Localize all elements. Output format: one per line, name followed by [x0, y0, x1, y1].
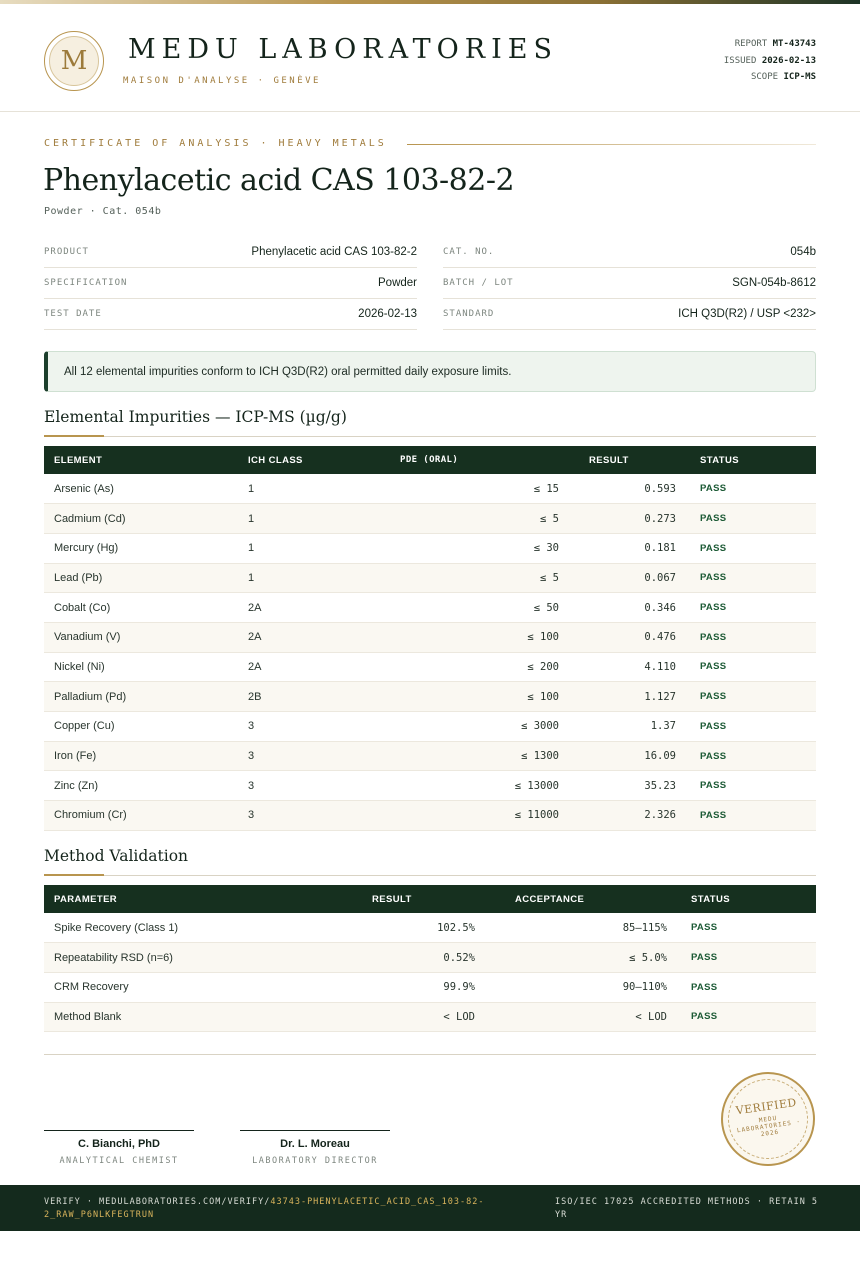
status-badge: PASS [690, 771, 816, 801]
product-info-right [443, 237, 816, 330]
element-cell: Lead (Pb) [44, 563, 238, 593]
result-cell: 102.5% [354, 913, 495, 943]
signature-director [240, 1130, 390, 1166]
acceptance-cell: < LOD [495, 1002, 681, 1032]
column-header: STATUS [691, 893, 730, 905]
element-cell: Copper (Cu) [44, 712, 238, 742]
ich-class-cell: 2A [238, 652, 368, 682]
info-row-batch [443, 268, 816, 299]
info-value: SGN-054b-8612 [732, 277, 816, 289]
eyebrow-divider [407, 144, 816, 145]
table-row [44, 563, 816, 593]
product-info-left [44, 237, 417, 330]
info-value: ICH Q3D(R2) / USP <232> [678, 308, 816, 320]
scope: SCOPE ICP-MS [750, 72, 816, 82]
ich-class-cell: 3 [238, 771, 368, 801]
element-cell: Arsenic (As) [44, 474, 238, 504]
signature-role: LABORATORY DIRECTOR [252, 1156, 378, 1166]
result-cell: 0.476 [569, 622, 690, 652]
result-cell: 16.09 [569, 741, 690, 771]
acceptance-cell: 90–110% [495, 972, 681, 1002]
impurities-section-title: Elemental Impurities — ICP-MS (µg/g) [44, 408, 347, 426]
column-header: PARAMETER [54, 893, 118, 905]
validation-table [44, 885, 816, 1032]
table-row [44, 913, 816, 943]
info-label: BATCH / LOT [443, 278, 514, 288]
element-cell: Mercury (Hg) [44, 533, 238, 563]
table-row [44, 652, 816, 682]
column-header: ACCEPTANCE [515, 893, 585, 905]
seal-subtext: MEDU LABORATORIES · 2026 [736, 1114, 802, 1139]
signature-role: ANALYTICAL CHEMIST [59, 1156, 179, 1166]
status-badge: PASS [690, 652, 816, 682]
parameter-cell: Repeatability RSD (n=6) [44, 943, 354, 973]
column-header: STATUS [700, 454, 739, 466]
info-row-standard [443, 299, 816, 330]
logo-monogram: M [49, 36, 99, 86]
element-cell: Nickel (Ni) [44, 652, 238, 682]
pde-cell: ≤ 15 [368, 474, 569, 504]
pde-cell: ≤ 200 [368, 652, 569, 682]
pde-cell: ≤ 30 [368, 533, 569, 563]
lab-logo [44, 31, 104, 91]
table-row [44, 741, 816, 771]
table-row [44, 943, 816, 973]
page-subtitle: Powder · Cat. 054b [44, 206, 162, 217]
info-row-product [44, 237, 417, 268]
element-cell: Chromium (Cr) [44, 801, 238, 831]
validation-section-title: Method Validation [44, 847, 189, 865]
report-number: REPORT MT-43743 [734, 39, 816, 49]
section-divider [44, 436, 816, 437]
table-row [44, 801, 816, 831]
certificate-eyebrow: CERTIFICATE OF ANALYSIS · HEAVY METALS [44, 138, 387, 149]
info-label: TEST DATE [44, 309, 102, 319]
info-label: CAT. NO. [443, 247, 495, 257]
parameter-cell: Method Blank [44, 1002, 354, 1032]
section-accent [44, 435, 104, 437]
ich-class-cell: 3 [238, 741, 368, 771]
page-title: Phenylacetic acid CAS 103-82-2 [43, 163, 515, 198]
table-row [44, 1002, 816, 1032]
page-header [0, 4, 860, 112]
status-badge: PASS [681, 1002, 816, 1032]
acceptance-cell: 85–115% [495, 913, 681, 943]
pde-cell: ≤ 3000 [368, 712, 569, 742]
pde-cell: ≤ 5 [368, 563, 569, 593]
column-header: RESULT [372, 893, 412, 905]
page-footer [0, 1185, 860, 1231]
verify-link[interactable]: 43743-PHENYLACETIC_ACID_CAS_103-82-2_RAW_P6NLKFEGTRUN [44, 1197, 485, 1220]
verify-line: VERIFY · MEDULABORATORIES.COM/VERIFY/43743-PHENYLACETIC_ACID_CAS_103-82-2_RAW_P6NLKFEGTRUN [44, 1197, 485, 1220]
ich-class-cell: 3 [238, 801, 368, 831]
table-header-row [44, 885, 816, 913]
result-cell: 1.127 [569, 682, 690, 712]
ich-class-cell: 2A [238, 593, 368, 623]
verified-seal [715, 1066, 821, 1172]
info-value: Powder [378, 277, 417, 289]
conformance-notice: All 12 elemental impurities conform to ICH Q3D(R2) oral permitted daily exposure limits. [44, 351, 816, 392]
result-cell: 0.181 [569, 533, 690, 563]
element-cell: Vanadium (V) [44, 622, 238, 652]
result-cell: 1.37 [569, 712, 690, 742]
ich-class-cell: 1 [238, 563, 368, 593]
table-row [44, 771, 816, 801]
table-row [44, 622, 816, 652]
pde-cell: ≤ 5 [368, 504, 569, 534]
ich-class-cell: 3 [238, 712, 368, 742]
acceptance-cell: ≤ 5.0% [495, 943, 681, 973]
signature-name: Dr. L. Moreau [280, 1138, 350, 1150]
result-cell: 0.067 [569, 563, 690, 593]
status-badge: PASS [681, 913, 816, 943]
column-header: PDE (ORAL) [400, 455, 459, 465]
table-row [44, 504, 816, 534]
element-cell: Iron (Fe) [44, 741, 238, 771]
report-meta [724, 36, 816, 86]
info-value: Phenylacetic acid CAS 103-82-2 [251, 246, 417, 258]
ich-class-cell: 1 [238, 474, 368, 504]
info-label: SPECIFICATION [44, 278, 128, 288]
seal-text: VERIFIED [734, 1095, 798, 1118]
accreditation-note: ISO/IEC 17025 ACCREDITED METHODS · RETAIN 5 YR [555, 1197, 819, 1220]
result-cell: 0.273 [569, 504, 690, 534]
column-header: ELEMENT [54, 454, 103, 466]
status-badge: PASS [690, 622, 816, 652]
ich-class-cell: 1 [238, 533, 368, 563]
result-cell: 4.110 [569, 652, 690, 682]
element-cell: Cadmium (Cd) [44, 504, 238, 534]
lab-subtitle: MAISON D'ANALYSE · GENÈVE [123, 76, 321, 86]
status-badge: PASS [690, 563, 816, 593]
table-row [44, 593, 816, 623]
pde-cell: ≤ 100 [368, 682, 569, 712]
status-badge: PASS [690, 712, 816, 742]
info-value: 054b [790, 246, 816, 258]
section-accent [44, 874, 104, 876]
ich-class-cell: 2B [238, 682, 368, 712]
table-header-row [44, 446, 816, 474]
seal-inner-ring [723, 1074, 813, 1164]
info-row-test-date [44, 299, 417, 330]
result-cell: 0.593 [569, 474, 690, 504]
info-label: PRODUCT [44, 247, 89, 257]
status-badge: PASS [690, 741, 816, 771]
ich-class-cell: 2A [238, 622, 368, 652]
table-row [44, 682, 816, 712]
signature-divider [44, 1054, 816, 1055]
ich-class-cell: 1 [238, 504, 368, 534]
result-cell: < LOD [354, 1002, 495, 1032]
pde-cell: ≤ 50 [368, 593, 569, 623]
pde-cell: ≤ 1300 [368, 741, 569, 771]
result-cell: 99.9% [354, 972, 495, 1002]
status-badge: PASS [690, 474, 816, 504]
status-badge: PASS [681, 943, 816, 973]
issued-date: ISSUED 2026-02-13 [723, 55, 816, 66]
section-divider [44, 875, 816, 876]
result-cell: 2.326 [569, 801, 690, 831]
table-row [44, 533, 816, 563]
parameter-cell: CRM Recovery [44, 972, 354, 1002]
table-row [44, 972, 816, 1002]
info-value: 2026-02-13 [358, 308, 417, 320]
element-cell: Palladium (Pd) [44, 682, 238, 712]
column-header: ICH CLASS [248, 454, 303, 466]
element-cell: Cobalt (Co) [44, 593, 238, 623]
info-row-cat-no [443, 237, 816, 268]
info-label: STANDARD [443, 309, 495, 319]
result-cell: 0.52% [354, 943, 495, 973]
info-row-specification [44, 268, 417, 299]
pde-cell: ≤ 13000 [368, 771, 569, 801]
pde-cell: ≤ 100 [368, 622, 569, 652]
result-cell: 35.23 [569, 771, 690, 801]
result-cell: 0.346 [569, 593, 690, 623]
status-badge: PASS [690, 801, 816, 831]
status-badge: PASS [681, 972, 816, 1002]
parameter-cell: Spike Recovery (Class 1) [44, 913, 354, 943]
status-badge: PASS [690, 682, 816, 712]
table-row [44, 474, 816, 504]
column-header: RESULT [589, 454, 629, 466]
signature-name: C. Bianchi, PhD [78, 1138, 160, 1150]
impurities-table [44, 446, 816, 831]
status-badge: PASS [690, 593, 816, 623]
pde-cell: ≤ 11000 [368, 801, 569, 831]
signature-analyst [44, 1130, 194, 1166]
lab-name: MEDU LABORATORIES [128, 34, 558, 65]
status-badge: PASS [690, 533, 816, 563]
status-badge: PASS [690, 504, 816, 534]
element-cell: Zinc (Zn) [44, 771, 238, 801]
table-row [44, 712, 816, 742]
